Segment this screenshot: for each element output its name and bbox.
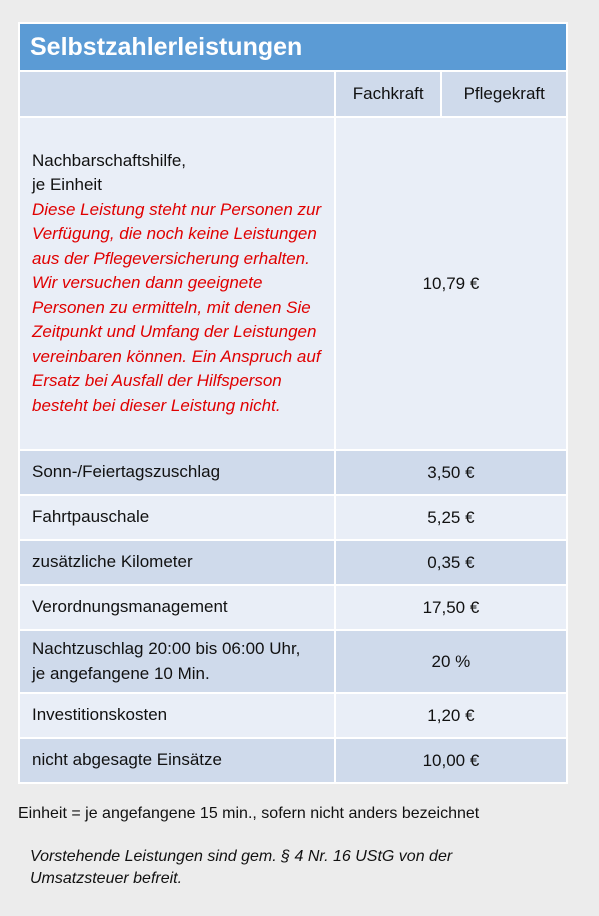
header-row bbox=[19, 71, 567, 117]
row-price: 10,00 € bbox=[335, 738, 567, 783]
table-row bbox=[19, 738, 567, 783]
table-row bbox=[19, 450, 567, 495]
row-price: 10,79 € bbox=[335, 117, 567, 450]
row-price: 17,50 € bbox=[335, 585, 567, 630]
row-label: Fahrtpauschale bbox=[19, 495, 335, 540]
row-label: Sonn-/Feiertagszuschlag bbox=[19, 450, 335, 495]
row-label-line2: je Einheit bbox=[32, 175, 102, 195]
table-row bbox=[19, 693, 567, 738]
row-note: Diese Leistung steht nur Personen zur Verfügung, die noch keine Leistungen aus der Pflegeversicherung erhalten. Wir versuchen dann geeignete Personen zu ermitteln, mit denen Sie Zeitpunkt und Umfang der Leistungen vereinbaren können. Ein Anspruch auf Ersatz bei Ausfall der Hilfsperson besteht bei dieser Leistung nicht. bbox=[32, 199, 322, 415]
row-label-cell bbox=[19, 630, 335, 693]
table-row bbox=[19, 585, 567, 630]
row-label: Investitionskosten bbox=[19, 693, 335, 738]
unit-definition: Einheit = je angefangene 15 min., sofern nicht anders bezeichnet bbox=[18, 805, 480, 822]
row-price: 20 % bbox=[335, 630, 567, 693]
row-label: Nachbarschaftshilfe, bbox=[32, 150, 187, 170]
row-label: Verordnungsmanagement bbox=[19, 585, 335, 630]
header-empty-cell bbox=[19, 71, 335, 117]
row-label-cell bbox=[19, 117, 335, 450]
table-row bbox=[19, 540, 567, 585]
table-row bbox=[19, 495, 567, 540]
table-row bbox=[19, 630, 567, 693]
row-label: nicht abgesagte Einsätze bbox=[19, 738, 335, 783]
header-fachkraft: Fachkraft bbox=[335, 71, 442, 117]
row-label-line2: je angefangene 10 Min. bbox=[32, 663, 210, 683]
table-title: Selbstzahlerleistungen bbox=[19, 23, 567, 71]
tax-note: Vorstehende Leistungen sind gem. § 4 Nr. 16 UStG von der Umsatzsteuer befreit. bbox=[30, 848, 453, 887]
price-table bbox=[18, 22, 568, 784]
row-label: zusätzliche Kilometer bbox=[19, 540, 335, 585]
header-pflegekraft: Pflegekraft bbox=[441, 71, 567, 117]
table-row bbox=[19, 117, 567, 450]
row-price: 1,20 € bbox=[335, 693, 567, 738]
row-price: 5,25 € bbox=[335, 495, 567, 540]
row-label: Nachtzuschlag 20:00 bis 06:00 Uhr, bbox=[32, 639, 301, 658]
row-price: 0,35 € bbox=[335, 540, 567, 585]
row-price: 3,50 € bbox=[335, 450, 567, 495]
